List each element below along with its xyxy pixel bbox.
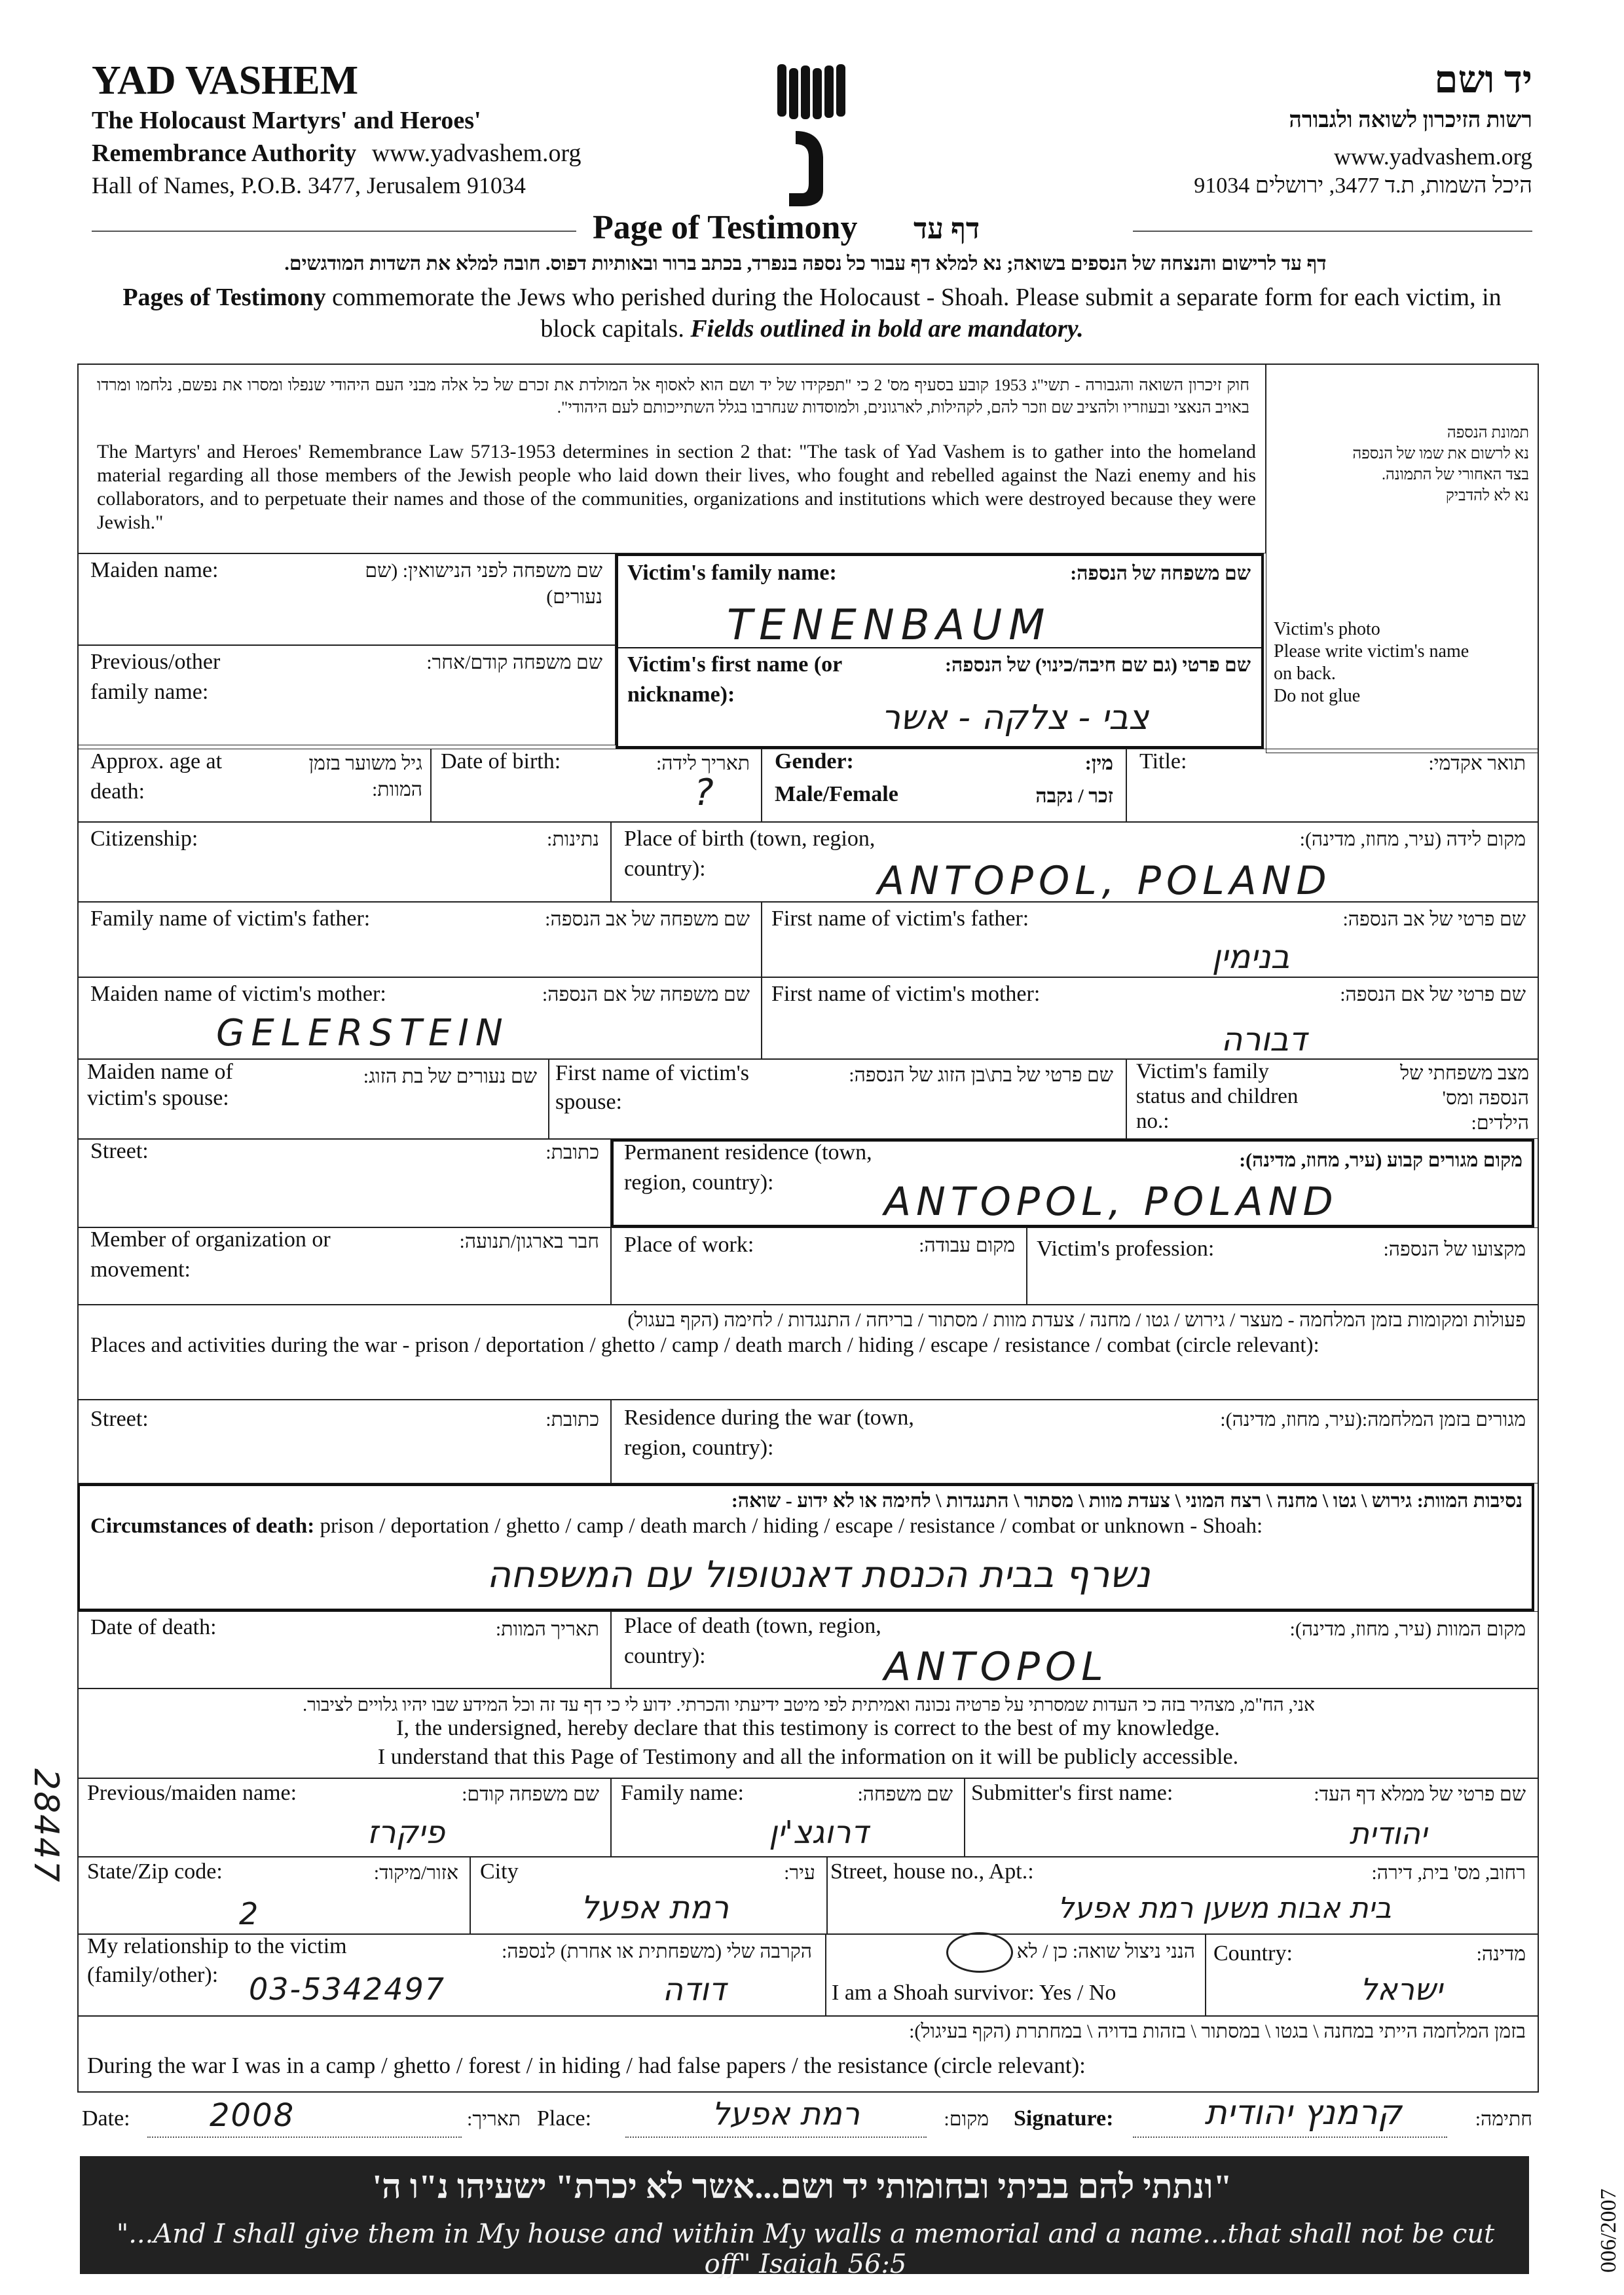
declaration-en-2: I understand that this Page of Testimony and all the information on it will be publicly accessible. [377,1745,1239,1769]
during-war-label: During the war I was in a camp / ghetto / forest / in hiding / had false papers / the resistance (circle relevant): [87,2053,1086,2078]
street-label: Street: [90,1139,149,1163]
zip-label: State/Zip code: [87,1859,223,1884]
org-subtitle-2-row [92,139,581,168]
family-status-label: Victim's family status and children no.: [1136,1060,1299,1133]
place-of-birth-value[interactable]: ANTOPOL, POLAND [877,858,1332,904]
maiden-name-label: Maiden name: [90,558,219,582]
place-of-birth-label-he: מקום לידה (עיר, מחוז, מדינה): [1299,829,1526,850]
dob-value[interactable]: ? [694,772,715,814]
gender-label-he: מין: [1084,753,1113,774]
submitter-prev-name-label-he: שם משפחה קודם: [462,1783,599,1805]
permanent-residence-label: Permanent residence (town, region, country): [624,1140,872,1195]
footer-place-value[interactable]: רמת אפעל [712,2096,860,2133]
city-label-he: עיר: [784,1862,815,1884]
victim-family-name-label: Victim's family name: [627,561,837,585]
address-en: Hall of Names, P.O.B. 3477, Jerusalem 91034 [92,172,526,198]
form-code: 006/2007 [1596,2188,1621,2273]
phone-value[interactable]: 03-5342497 [249,1971,445,2007]
quote-banner-en: "...And I shall give them in My house and within My walls a memorial and a name...that shall not be cut off" Isaiah 56:5 [116,2219,1495,2279]
street-address-label: Street, house no., Apt.: [830,1859,1034,1884]
footer-place-line [625,2136,927,2138]
header-rule-right [1133,231,1532,232]
war-street-label-he: כתובת: [545,1409,599,1430]
member-org-label-he: חבר בארגון/תנועה: [459,1231,599,1252]
gender-options[interactable]: Male/Female [775,782,898,806]
war-street-label: Street: [90,1407,149,1431]
photo-en-4: Do not glue [1274,686,1361,706]
footer-place-label: Place: [537,2106,592,2131]
circumstances-label-bold: Circumstances of death: [90,1514,315,1538]
submitter-prev-name-label: Previous/maiden name: [87,1781,297,1805]
circumstances-label [90,1514,1263,1539]
intro-en-rest: commemorate the Jews who perished during the Holocaust - Shoah. Please submit a separate form for each victim, in block capitals. [325,284,1502,343]
place-of-work-label: Place of work: [624,1233,754,1257]
title-label-he: תואר אקדמי: [1428,753,1526,774]
relationship-label-he: הקרבה שלי (משפחתית או אחרת) לנספה: [502,1941,812,1962]
photo-he-3: בצד האחורי של התמונה. [1382,466,1529,483]
org-name-he: יד ושם [1434,58,1532,101]
gender-label: Gender: [775,749,854,774]
father-family-name-label: Family name of victim's father: [90,906,371,931]
age-label: Approx. age at death: [90,749,223,804]
page-title-he: דף עד [913,213,980,245]
place-of-death-value[interactable]: ANTOPOL [884,1644,1109,1690]
victim-first-name-label-he: שם פרטי (גם שם חיבה/כינוי) של הנספה: [945,654,1251,676]
circumstances-value[interactable]: נשרף בבית הכנסת דאנטופול עם המשפחה [487,1554,1151,1596]
photo-he-1: תמונת הנספה [1447,424,1529,441]
place-of-birth-label: Place of birth (town, region, country): [624,827,876,881]
footer-place-label-he: מקום: [944,2108,989,2130]
victim-family-name-value[interactable]: TENENBAUM [727,601,1052,650]
member-org-label: Member of organization or movement: [90,1227,331,1282]
footer-signature-label-he: חתימה: [1475,2108,1532,2130]
family-status-label-he: מצב משפחתי של הנספה ומס' הילדים: [1400,1062,1529,1134]
country-label: Country: [1213,1941,1293,1966]
city-value[interactable]: רמת אפעל [581,1890,729,1926]
spouse-first-name-label-he: שם פרטי של בת\בן הזוג של הנספה: [849,1064,1113,1086]
header-rule-left [92,231,576,232]
zip-value[interactable]: 2 [239,1896,260,1931]
footer-signature-line [1133,2136,1447,2138]
victim-name-divider [616,647,1264,648]
footer-signature-label: Signature: [1014,2106,1114,2131]
street-address-label-he: רחוב, מס' בית, דירה: [1371,1862,1526,1884]
citizenship-label: Citizenship: [90,827,198,851]
website-right[interactable]: www.yadvashem.org [1334,143,1532,170]
spouse-maiden-name-label-he: שם נעורים של בת הזוג: [363,1066,537,1087]
during-war-label-he: בזמן המלחמה הייתי במחנה \ בגטו \ במסתור \ בזהות בדויה \ במחתרת (הקף בעיגול): [909,2021,1526,2042]
victim-first-name-label: Victim's first name (or nickname): [627,652,842,707]
spouse-maiden-name-label: Maiden name of victim's spouse: [87,1060,233,1110]
intro-he: דף עד לרישום והנצחה של הנספים בשואה; נא למלא דף עבור כל נספה בנפרד, בכתב ברור ובאותיות דפוס. חובה למלא את השדות המודגשים. [284,253,1327,274]
submitter-first-name-label-he: שם פרטי של ממלא דף העד: [1314,1783,1526,1805]
place-of-death-label-he: מקום המוות (עיר, מחוז, מדינה): [1289,1618,1526,1640]
citizenship-label-he: נתינות: [547,829,599,850]
zip-label-he: אזור/מיקוד: [373,1862,458,1884]
father-first-name-label-he: שם פרטי של אב הנספה: [1342,908,1526,930]
address-he: היכל השמות, ת.ד 3477, ירושלים 91034 [1194,174,1532,198]
place-of-work-label-he: מקום עבודה: [919,1235,1015,1256]
street-label-he: כתובת: [545,1142,599,1163]
footer-date-label: Date: [82,2106,130,2131]
footer-signature-value[interactable]: קרמנץ יהודית [1204,2093,1402,2133]
footer-date-line [147,2136,462,2138]
mother-first-name-value[interactable]: דבורה [1221,1020,1307,1058]
dob-label: Date of birth: [441,749,561,774]
age-label-he: גיל משוער בזמן המוות: [308,753,422,800]
war-residence-label-he: מגורים בזמן המלחמה:(עיר, מחוז, מדינה): [1220,1409,1526,1430]
law-en: The Martyrs' and Heroes' Remembrance Law 5713-1953 determines in section 2 that: "The task of Yad Vashem is to gather into the homeland material regarding all those members of the Jewish people who laid down their lives, who fought and rebelled against the Nazi enemy and his collaborators, and to perpetuate their names and those of the communities, organizations and institutions which were destroyed because they were Jewish." [97,441,1256,533]
father-first-name-value[interactable]: בנימין [1211,938,1290,976]
father-family-name-label-he: שם משפחה של אב הנספה: [545,908,750,930]
mother-first-name-label: First name of victim's mother: [771,982,1041,1006]
victim-family-name-label-he: שם משפחה של הנספה: [1070,563,1251,584]
yad-vashem-logo [776,59,848,210]
permanent-residence-value[interactable]: ANTOPOL, POLAND [884,1179,1338,1225]
maiden-name-label-he: שם משפחה לפני הנישואין: (שם נעורים) [365,560,602,608]
relationship-label: My relationship to the victim (family/other): [87,1934,347,1987]
photo-instructions-he [1280,422,1529,506]
intro-en [98,282,1526,345]
org-subtitle-1: The Holocaust Martyrs' and Heroes' [92,107,481,134]
footer-date-label-he: תאריך: [467,2108,521,2130]
website-left[interactable]: www.yadvashem.org [371,140,581,167]
photo-instructions-en [1274,618,1532,707]
declaration-he: אני, הח"מ, מצהיר בזה כי העדות שמסרתי על פרטיה נכונה ואמיתית לפי מיטב ידיעתי והכרתי. ידוע לי כי דף עד זה וכל המידע שבו יהיו גלויים לציבור. [303,1695,1315,1715]
photo-en-1: Victim's photo [1274,619,1380,639]
intro-en-mandatory: Fields outlined in bold are mandatory. [690,315,1084,343]
victim-first-name-value[interactable]: צבי - צלקה - אשר [881,698,1149,737]
submitter-first-name-label: Submitter's first name: [971,1781,1173,1805]
dob-label-he: תאריך לידה: [655,753,750,774]
intro-en-bold: Pages of Testimony [122,284,326,311]
survivor-label-he: הנני ניצול שואה: כן / לא [1016,1941,1195,1962]
submitter-first-name-value[interactable]: יהודית [1349,1816,1428,1851]
previous-family-name-label: Previous/other family name: [90,650,221,704]
declaration-en-1: I, the undersigned, hereby declare that this testimony is correct to the best of my knowledge. [396,1716,1220,1740]
profession-label: Victim's profession: [1037,1237,1215,1261]
law-he: חוק זיכרון השואה והגבורה - תשי"ג 1953 קובע בסעיף מס' 2 כי "תפקידו של יד ושם הוא לאסוף אל המולדת את זכרם של כל אלה מבני העם היהודי שנפלו ומסרו את נפשם, נלחמו ומרדו באויב הנאצי ובעוזריו ולהציב שם וזכר להם, לקהילות, לארגונים, ולמוסדות שנחרבו בגלל השתייכותם לעם היהודי". [97,377,1249,417]
survivor-circle [946,1932,1013,1973]
mother-maiden-name-value[interactable]: GELERSTEIN [216,1012,509,1054]
title-label: Title: [1139,749,1187,774]
country-label-he: מדינה: [1476,1943,1526,1965]
mother-first-name-label-he: שם פרטי של אם הנספה: [1340,984,1526,1005]
photo-he-4: נא לא להדביק [1445,487,1529,504]
previous-family-name-label-he: שם משפחה קודם/אחר: [426,652,602,673]
street-address-value[interactable]: בית אבות משען רמת אפעל [1058,1892,1392,1925]
father-first-name-label: First name of victim's father: [771,906,1029,931]
war-residence-label: Residence during the war (town, region, country): [624,1406,914,1460]
circumstances-label-he: נסיבות המוות: גירוש \ גטו \ מחנה \ רצח המוני \ צעדת מוות \ מסתור \ התנגדות \ לחימה או לא ידוע - שואה: [731,1490,1522,1512]
war-activities-label: Places and activities during the war - prison / deportation / ghetto / camp / death march / hiding / escape / resistance / combat (circle relevant): [90,1334,1320,1357]
mother-maiden-name-label: Maiden name of victim's mother: [90,982,386,1006]
survivor-label: I am a Shoah survivor: Yes / No [832,1981,1116,2005]
submitter-family-name-value[interactable]: דרוגצ'ין [769,1814,868,1851]
city-label: City [480,1859,519,1884]
photo-en-3: on back. [1274,663,1336,684]
place-of-death-label: Place of death (town, region, country): [624,1614,881,1668]
permanent-residence-label-he: מקום מגורים קבוע (עיר, מחוז, מדינה): [1239,1149,1522,1171]
relationship-value[interactable]: דודה [662,1971,726,2008]
page-title-en: Page of Testimony [593,209,858,246]
org-subtitle-he: רשות הזיכרון לשואה ולגבורה [1289,108,1532,132]
submitter-prev-name-value[interactable]: פיקרז [367,1814,445,1851]
circumstances-label-rest: prison / deportation / ghetto / camp / death march / hiding / escape / resistance / combat or unknown - Shoah: [314,1514,1263,1538]
submitter-family-name-label: Family name: [621,1781,744,1805]
gender-options-he[interactable]: זכר / נקבה [1035,785,1113,807]
quote-banner-he: "ונתתי להם בביתי ובחומותי יד ושם...אשר לא יכרת" ישעיהו נ"ו ה' [372,2169,1232,2206]
date-of-death-label-he: תאריך המוות: [495,1618,599,1640]
footer-date-value[interactable]: 2008 [210,2097,295,2134]
photo-en-2: Please write victim's name [1274,641,1469,662]
org-subtitle-2: Remembrance Authority [92,140,357,167]
date-of-death-label: Date of death: [90,1615,217,1639]
profession-label-he: מקצועו של הנספה: [1383,1239,1526,1260]
country-value[interactable]: ישראל [1360,1971,1443,2007]
side-number: 28447 [26,1768,65,1884]
org-name-en: YAD VASHEM [92,58,359,103]
mother-maiden-name-label-he: שם משפחה של אם הנספה: [542,984,750,1005]
war-activities-label-he: פעולות ומקומות בזמן המלחמה - מעצר / גירוש / גטו / מחנה / צעדת מוות / מסתור / בריחה / התנגדות / לחימה (הקף בעגול) [627,1309,1526,1331]
submitter-family-name-label-he: שם משפחה: [857,1783,953,1805]
spouse-first-name-label: First name of victim's spouse: [555,1061,750,1114]
photo-he-2: נא לרשום את שמו של הנספה [1352,445,1529,462]
